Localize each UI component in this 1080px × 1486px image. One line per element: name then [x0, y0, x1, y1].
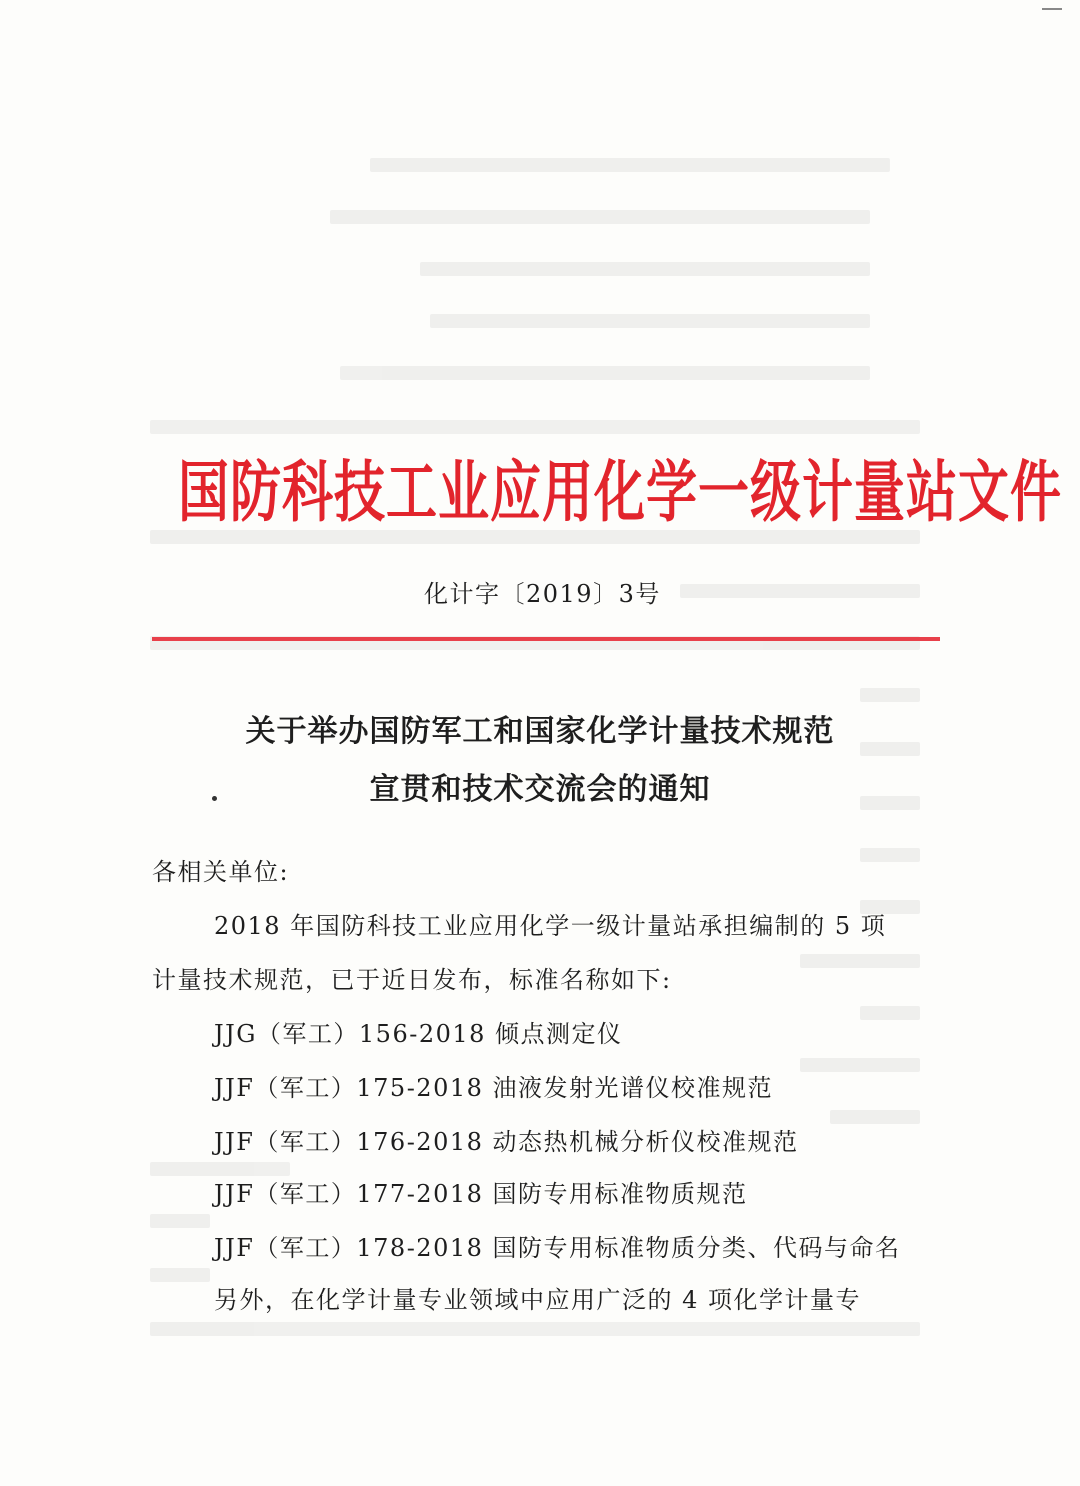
standard-item: JJF（军工）177-2018 国防专用标准物质规范 [214, 1180, 748, 1208]
notice-title-line-2: 宣贯和技术交流会的通知 [369, 772, 711, 807]
document-number: 化计字〔2019〕3号 [424, 580, 661, 608]
scan-speck [212, 796, 217, 801]
paragraph-1-line-2: 计量技术规范，已于近日发布，标准名称如下: [152, 966, 672, 994]
red-separator-line [152, 637, 940, 641]
issuing-organization-title: 国防科技工业应用化学一级计量站文件 [178, 455, 1063, 532]
standard-item: JJF（军工）178-2018 国防专用标准物质分类、代码与命名 [214, 1234, 901, 1262]
standard-item: JJF（军工）175-2018 油液发射光谱仪校准规范 [214, 1074, 774, 1102]
standard-item: JJG（军工）156-2018 倾点测定仪 [214, 1020, 623, 1048]
paragraph-2-line-1: 另外，在化学计量专业领域中应用广泛的 4 项化学计量专 [214, 1286, 862, 1314]
paragraph-1-line-1: 2018 年国防科技工业应用化学一级计量站承担编制的 5 项 [214, 912, 887, 940]
scan-corner-mark [1042, 8, 1062, 10]
notice-title-line-1: 关于举办国防军工和国家化学计量技术规范 [245, 714, 835, 749]
salutation: 各相关单位: [152, 858, 290, 886]
standard-item: JJF（军工）176-2018 动态热机械分析仪校准规范 [214, 1128, 799, 1156]
